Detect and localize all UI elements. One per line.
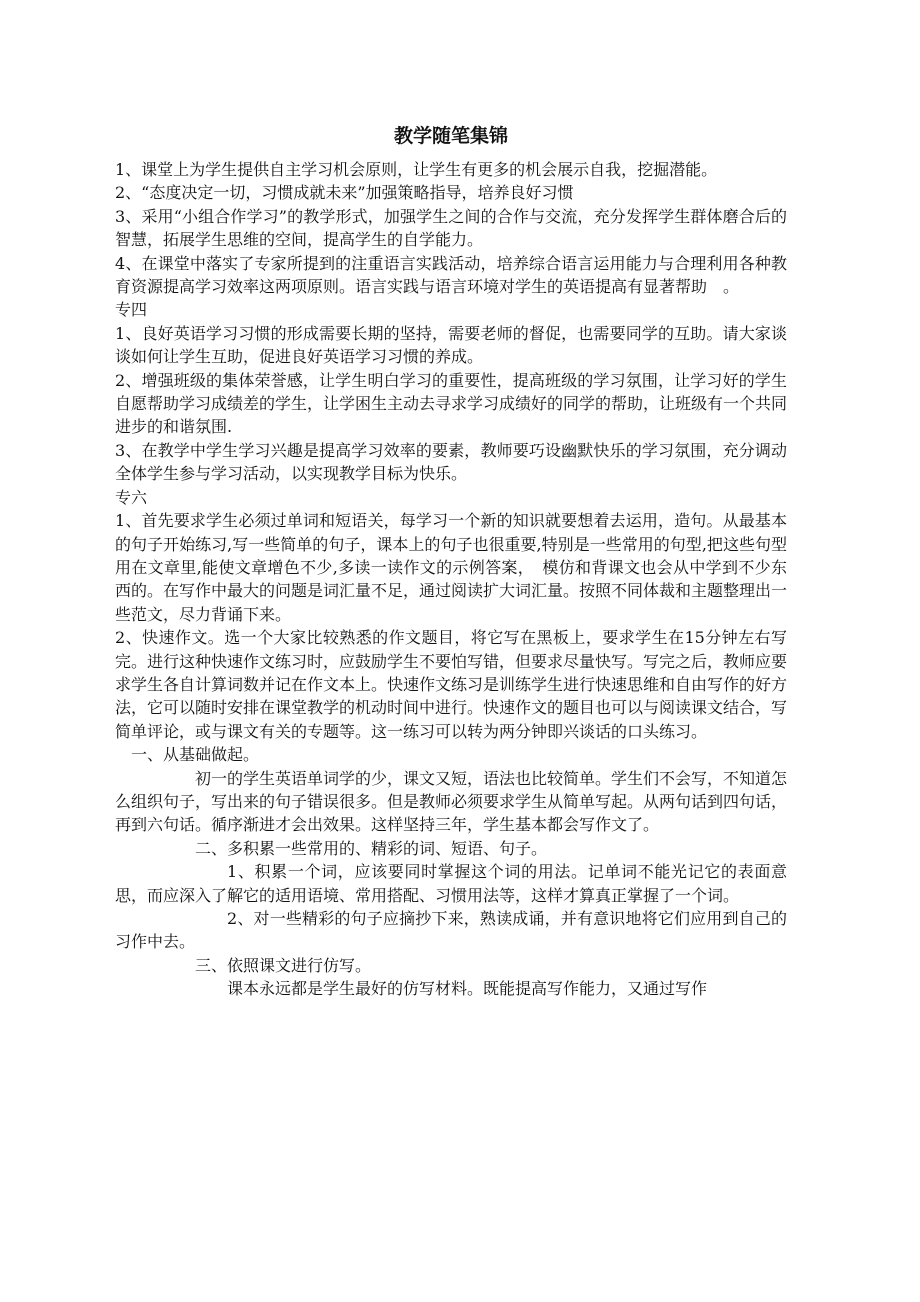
paragraph: 1、课堂上为学生提供自主学习机会原则，让学生有更多的机会展示自我，挖掘潜能。 <box>115 160 718 179</box>
paragraph: 4、在课堂中落实了专家所提到的注重语言实践活动，培养综合语言运用能力与合理利用各种教育资源提高学习效率这两项原则。语言实践与语言环境对学生的英语提高有显著帮助 。 <box>115 253 787 297</box>
section-heading: 专六 <box>115 487 148 507</box>
paragraph: 2、增强班级的集体荣誉感，让学生明白学习的重要性，提高班级的学习氛围，让学习好的学生自愿帮助学习成绩差的学生，让学困生主动去寻求学习成绩好的同学的帮助，让班级有一个共同进步的和谐氛围. <box>115 370 788 437</box>
document-title: 教学随笔集锦 <box>393 125 508 147</box>
subsection-heading: 一、从基础做起。 <box>131 745 260 765</box>
paragraph: 2、“态度决定一切，习惯成就未来”加强策略指导，培养良好习惯 <box>115 183 574 203</box>
paragraph: 1、良好英语学习习惯的形成需要长期的坚持，需要老师的督促，也需要同学的互助。请大家谈谈如何让学生互助，促进良好英语学习习惯的养成。 <box>115 323 787 367</box>
paragraph: 3、在教学中学生学习兴趣是提高学习效率的要素，教师要巧设幽默快乐的学习氛围，充分调动全体学生参与学习活动，以实现教学目标为快乐。 <box>115 440 787 484</box>
paragraph: 初一的学生英语单词学的少，课文又短，语法也比较简单。学生们不会写，不知道怎么组织句子，写出来的句子错误很多。但是教师必须要求学生从简单写起。从两句话到四句话，再到六句话。循序渐进才会出效果。这样坚持三年，学生基本都会写作文了。 <box>115 768 788 835</box>
paragraph: 3、采用“小组合作学习”的教学形式，加强学生之间的合作与交流，充分发挥学生群体磨合后的智慧，拓展学生思维的空间，提高学生的自学能力。 <box>115 206 787 250</box>
paragraph: 1、首先要求学生必须过单词和短语关，每学习一个新的知识就要想着去运用，造句。从最基本的句子开始练习,写一些简单的句子，课本上的句子也很重要,特别是一些常用的句型,把这些句型用在文章里,能使文章增色不少,多读一读作文的示例答案， 模仿和背课文也会从中学到不少东西的。在写作中最大的问题是词汇量不足，通过阅读扩大词汇量。按照不同体裁和主题整理出一些范文，尽力背诵下来。 <box>115 511 788 624</box>
paragraph: 2、对一些精彩的句子应摘抄下来，熟读成诵，并有意识地将它们应用到自己的习作中去。 <box>115 909 787 952</box>
subsection-heading: 三、依照课文进行仿写。 <box>195 955 372 975</box>
paragraph: 1、积累一个词，应该要同时掌握这个词的用法。记单词不能光记它的表面意思，而应深入了解它的适用语境、常用搭配、习惯用法等，这样才算真正掌握了一个词。 <box>115 862 787 905</box>
paragraph: 课本永远都是学生最好的仿写材料。既能提高写作能力，又通过写作 <box>227 979 708 999</box>
document-page <box>115 118 787 1001</box>
subsection-heading: 二、多积累一些常用的、精彩的词、短语、句子。 <box>195 838 548 858</box>
paragraph: 2、快速作文。选一个大家比较熟悉的作文题目，将它写在黑板上，要求学生在15分钟左右写完。进行这种快速作文练习时，应鼓励学生不要怕写错，但要求尽量快写。写完之后，教师应要求学生各自计算词数并记在作文本上。快速作文练习是训练学生进行快速思维和自由写作的好方法，它可以随时安排在课堂教学的机动时间中进行。快速作文的题目也可以与阅读课文结合，写简单评论，或与课文有关的专题等。这一练习可以转为两分钟即兴谈话的口头练习。 <box>115 628 788 741</box>
section-heading: 专四 <box>115 300 148 320</box>
